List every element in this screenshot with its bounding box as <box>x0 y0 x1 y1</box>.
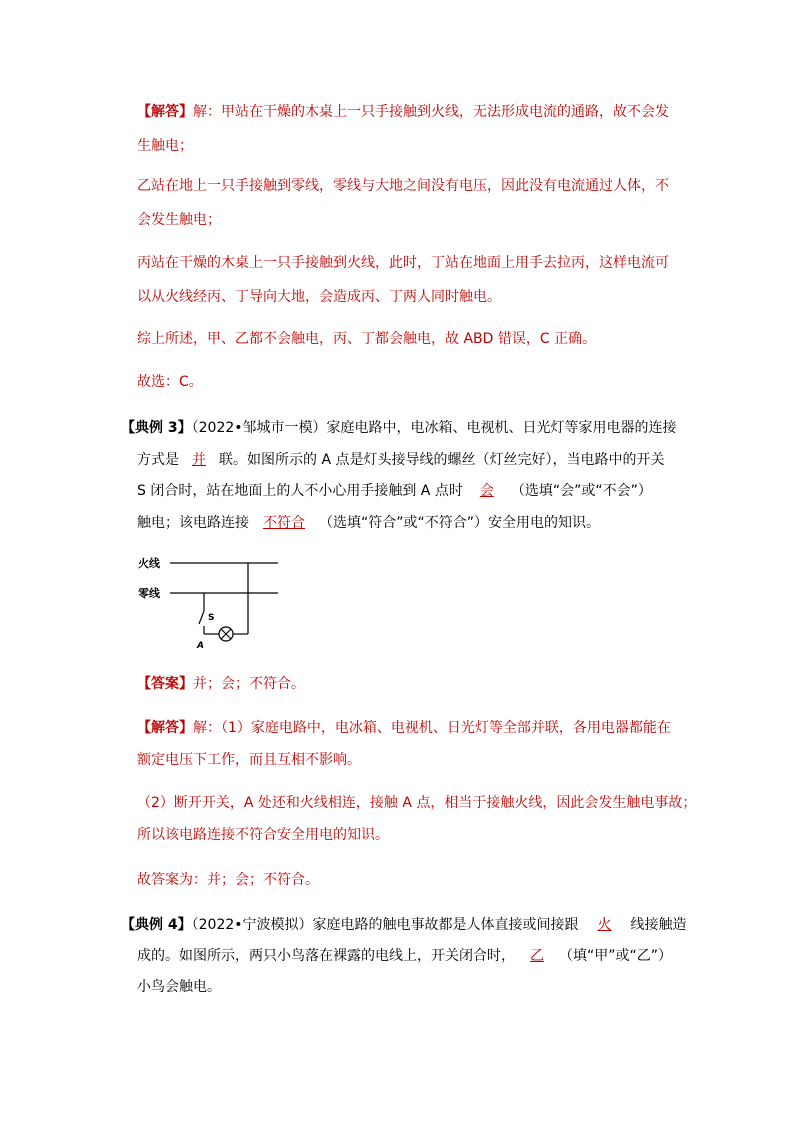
solution-line-2: 生触电； <box>137 138 193 154</box>
live-wire-label: 火线 <box>138 557 160 570</box>
solution-tag: 【解答】 <box>137 720 193 736</box>
example-3-line-1: 【典例 3】（2022•邹城市一模）家庭电路中，电冰箱、电视机、日光灯等家用电器的连接 <box>121 420 677 436</box>
solution-line-4: 会发生触电； <box>137 212 221 228</box>
point-a-label: A <box>197 641 204 651</box>
solution-line-6: 以从火线经丙、丁导向大地，会造成丙、丁两人同时触电。 <box>137 289 501 305</box>
blank-answer-1: 并 <box>192 452 206 468</box>
neutral-wire-label: 零线 <box>138 587 160 600</box>
example-3-line-4: 触电；该电路连接 不符合 （选填“符合”或“不符合”）安全用电的知识。 <box>137 508 677 538</box>
solution-choice: 故选：C。 <box>137 374 203 390</box>
solution-line-3: 乙站在地上一只手接触到零线，零线与大地之间没有电压，因此没有电流通过人体，不 <box>137 178 669 194</box>
answer-tag: 【答案】 <box>137 676 193 692</box>
solution-tag: 【解答】 <box>137 104 193 120</box>
solution-line-7: 综上所述，甲、乙都不会触电，丙、丁都会触电，故 ABD 错误，C 正确。 <box>137 331 597 347</box>
example-4-line-1: 【典例 4】（2022•宁波模拟）家庭电路的触电事故都是人体直接或间接跟 火 线接触造 <box>121 910 661 940</box>
example-3-line-2: 方式是 并 联。如图所示的 A 点是灯头接导线的螺丝（灯丝完好），当电路中的开关 <box>137 445 677 475</box>
solution-line-5: 丙站在干燥的木桌上一只手接触到火线，此时，丁站在地面上用手去拉丙，这样电流可 <box>137 255 669 271</box>
blank-answer-2: 会 <box>479 483 494 499</box>
example-3-final: 故答案为：并；会；不符合。 <box>137 872 319 888</box>
example-3-solution-4: 所以该电路连接不符合安全用电的知识。 <box>137 827 389 843</box>
solution-line-1: 【解答】解：甲站在干燥的木桌上一只手接触到火线，无法形成电流的通路，故不会发 <box>137 104 669 120</box>
switch-label: S <box>208 613 215 623</box>
example-3-tag: 【典例 3】 <box>121 420 192 436</box>
example-3-line-3: S 闭合时，站在地面上的人不小心用手接触到 A 点时 会 （选填“会”或“不会”） <box>137 476 677 506</box>
example-4-tag: 【典例 4】 <box>121 917 192 933</box>
example-4-line-2: 成的。如图所示，两只小鸟落在裸露的电线上，开关闭合时， 乙 （填“甲”或“乙”） <box>137 941 677 971</box>
switch-blade <box>199 611 204 624</box>
example-3-solution-3: （2）断开开关，A 处还和火线相连，接触 A 点，相当于接触火线，因此会发生触电事故； <box>137 795 697 811</box>
circuit-diagram <box>136 550 286 652</box>
example-4-line-3: 小鸟会触电。 <box>137 979 221 995</box>
example-3-solution-1: 【解答】解：（1）家庭电路中，电冰箱、电视机、日光灯等全部并联，各用电器都能在 <box>137 720 671 736</box>
blank-answer-3: 不符合 <box>263 515 305 531</box>
blank-answer-4: 火 <box>597 917 612 933</box>
blank-answer-5: 乙 <box>530 948 544 964</box>
example-3-solution-2: 额定电压下工作，而且互相不影响。 <box>137 752 361 768</box>
example-3-answer: 【答案】并；会；不符合。 <box>137 676 305 692</box>
